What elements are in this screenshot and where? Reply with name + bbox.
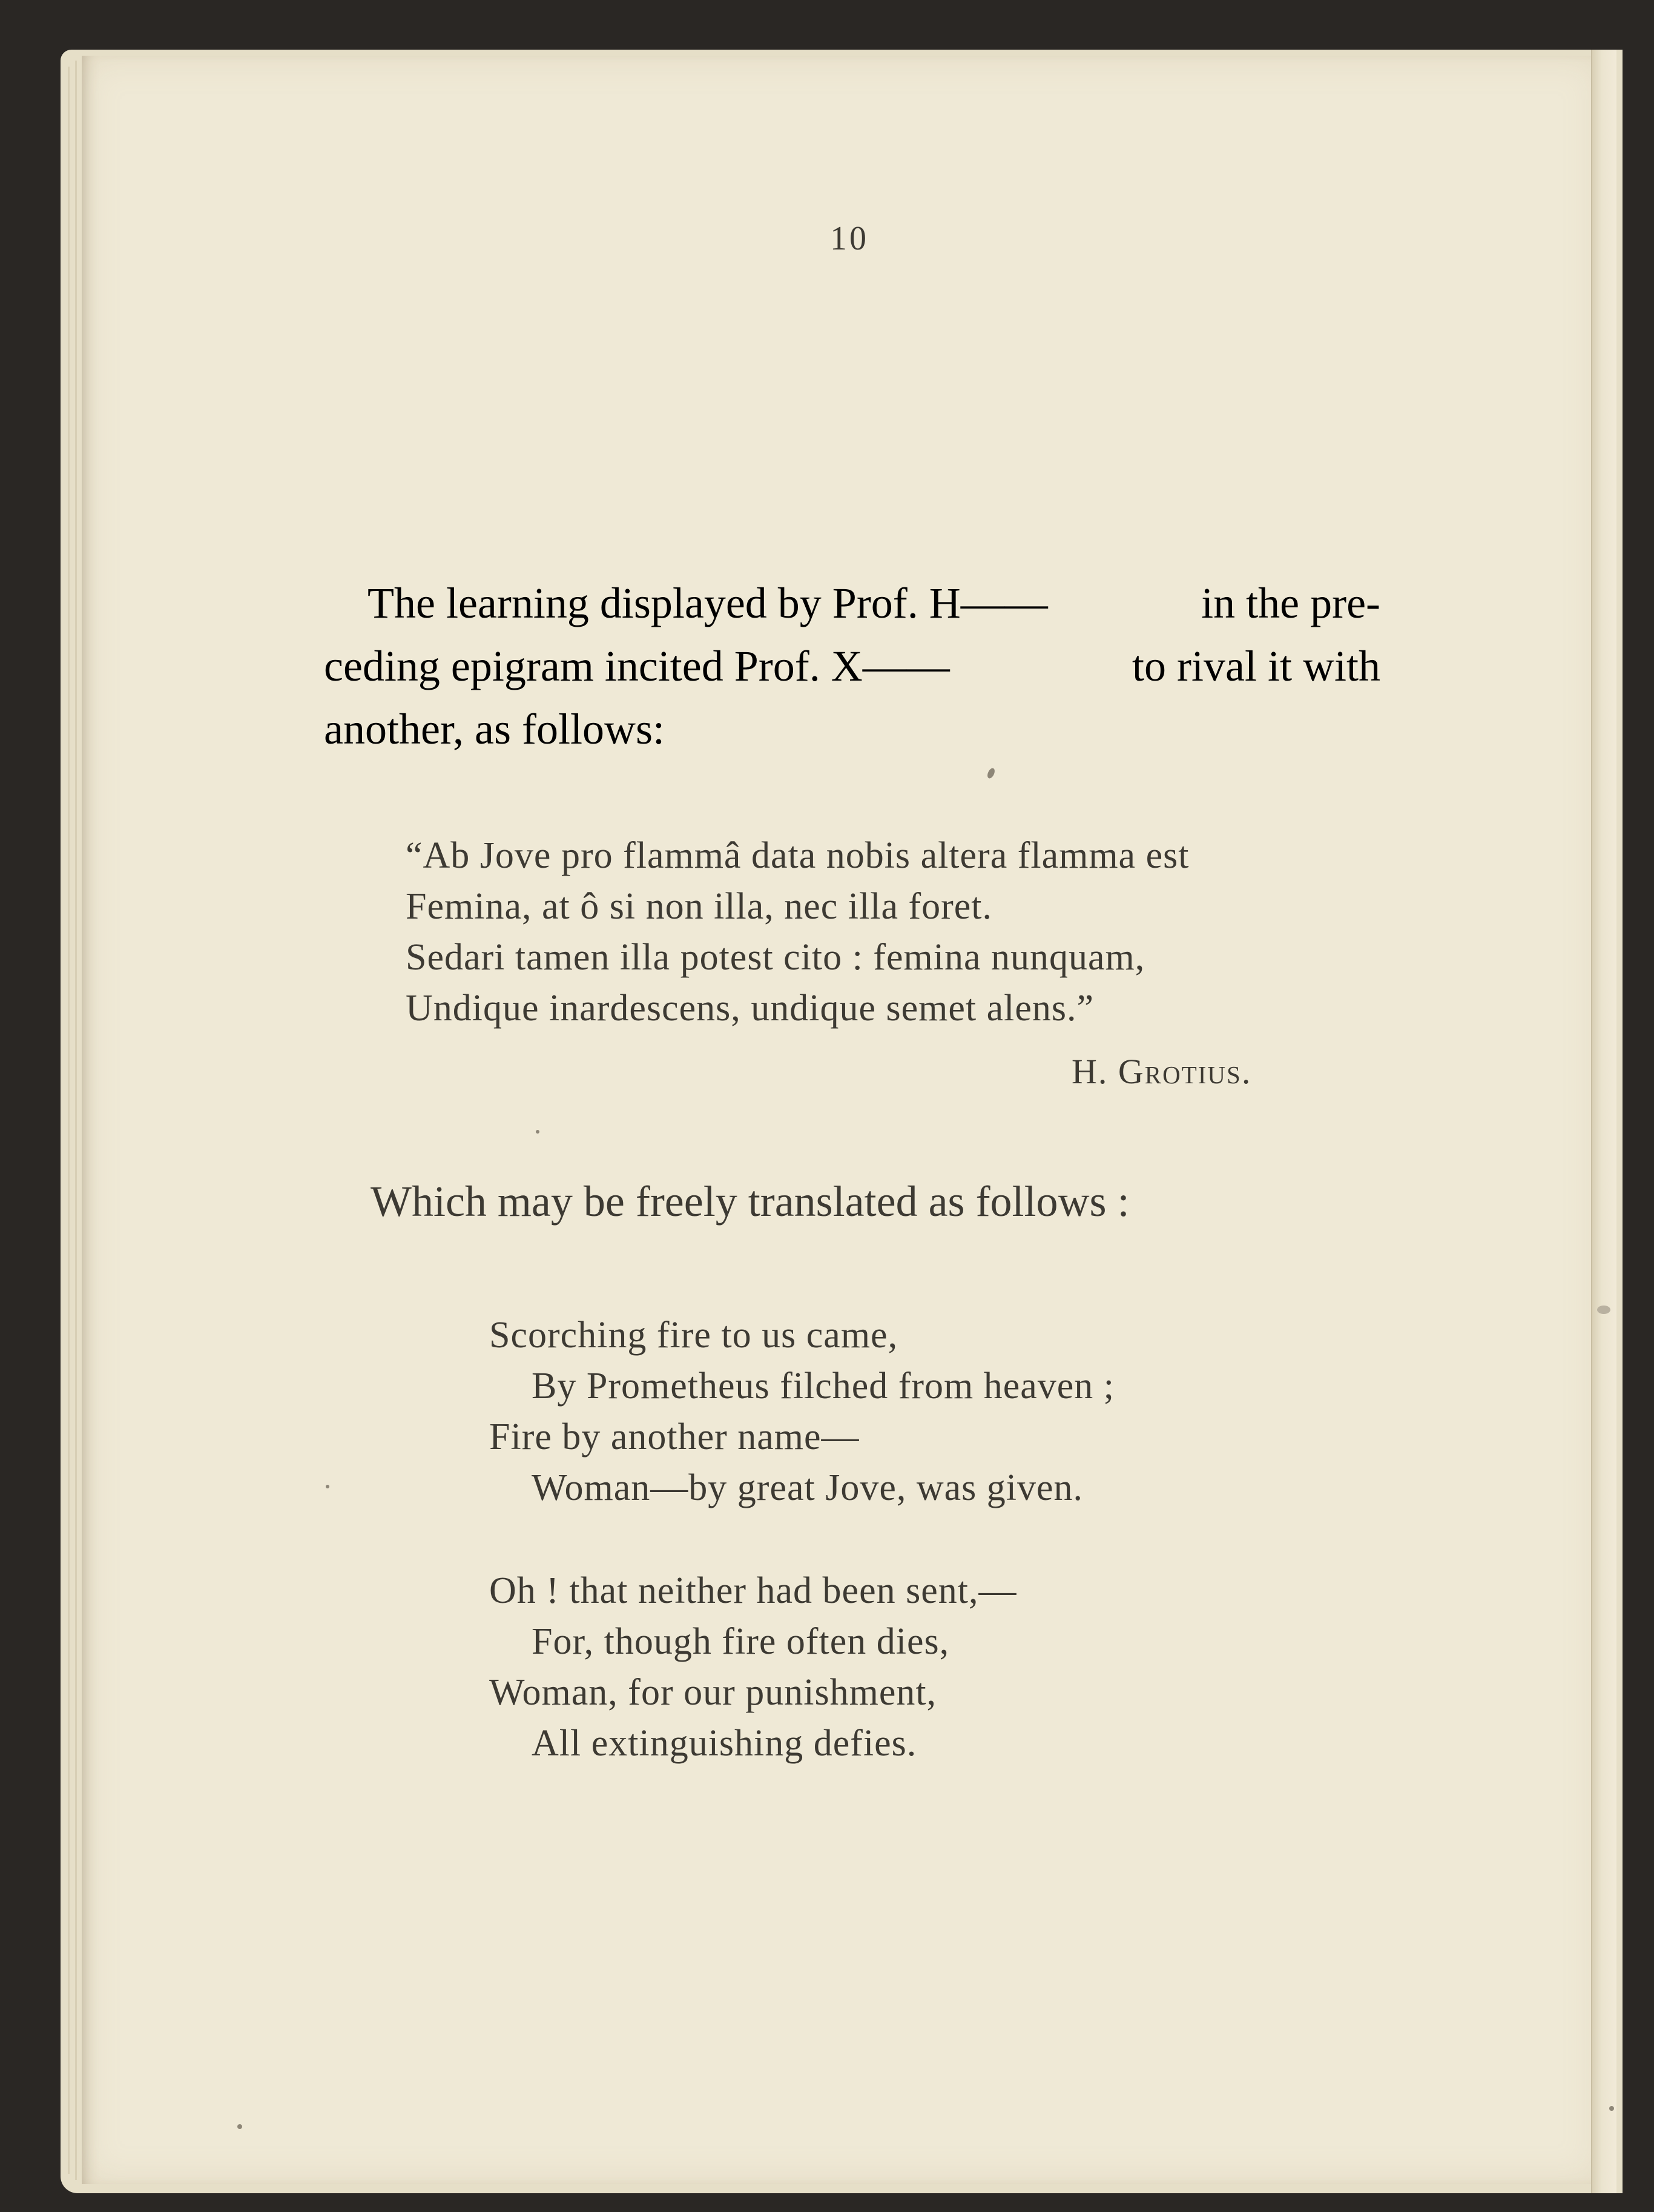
latin-line-1: “Ab Jove pro flammâ data nobis altera flamma est	[406, 835, 1190, 876]
translation-intro: Which may be freely translated as follows :	[371, 1177, 1130, 1226]
latin-line-2: Femina, at ô si non illa, nec illa foret.	[406, 886, 993, 927]
paper-speck	[536, 1130, 539, 1134]
intro-line-1b: in the pre-	[1201, 579, 1380, 627]
intro-line-1a: The learning displayed by Prof. H——	[367, 579, 1048, 627]
latin-line-4: Undique inardescens, undique semet alens.”	[406, 988, 1094, 1029]
poem-line-6: For, though fire often dies,	[532, 1621, 950, 1662]
poem-line-3: Fire by another name—	[489, 1416, 860, 1458]
intro-line-2a: ceding epigram incited Prof. X——	[324, 642, 950, 690]
latin-line-3: Sedari tamen illa potest cito : femina nunquam,	[406, 937, 1145, 978]
attribution-name-text: Grotius.	[1118, 1052, 1252, 1091]
page-edge	[68, 67, 70, 2174]
paper-speck	[237, 2124, 242, 2129]
paper-speck	[1597, 1306, 1610, 1314]
paper-speck	[1609, 2106, 1614, 2111]
book-page	[82, 56, 1601, 2184]
poem-line-5: Oh ! that neither had been sent,—	[489, 1570, 1017, 1611]
poem-line-8: All extinguishing defies.	[532, 1723, 917, 1764]
page-number: 10	[830, 220, 869, 257]
paper-speck	[326, 1485, 329, 1488]
poem-line-4: Woman—by great Jove, was given.	[532, 1467, 1084, 1508]
attribution-initial: H.	[1072, 1052, 1109, 1091]
attribution	[1072, 1051, 1251, 1092]
attribution-name	[1118, 1052, 1251, 1091]
page-edge	[75, 61, 77, 2180]
poem-line-7: Woman, for our punishment,	[489, 1672, 937, 1713]
book-gutter	[1591, 50, 1616, 2193]
intro-line-2b: to rival it with	[1132, 642, 1380, 690]
poem-line-2: By Prometheus filched from heaven ;	[532, 1365, 1115, 1407]
intro-line-3: another, as follows:	[324, 705, 665, 753]
poem-line-1: Scorching fire to us came,	[489, 1315, 898, 1356]
